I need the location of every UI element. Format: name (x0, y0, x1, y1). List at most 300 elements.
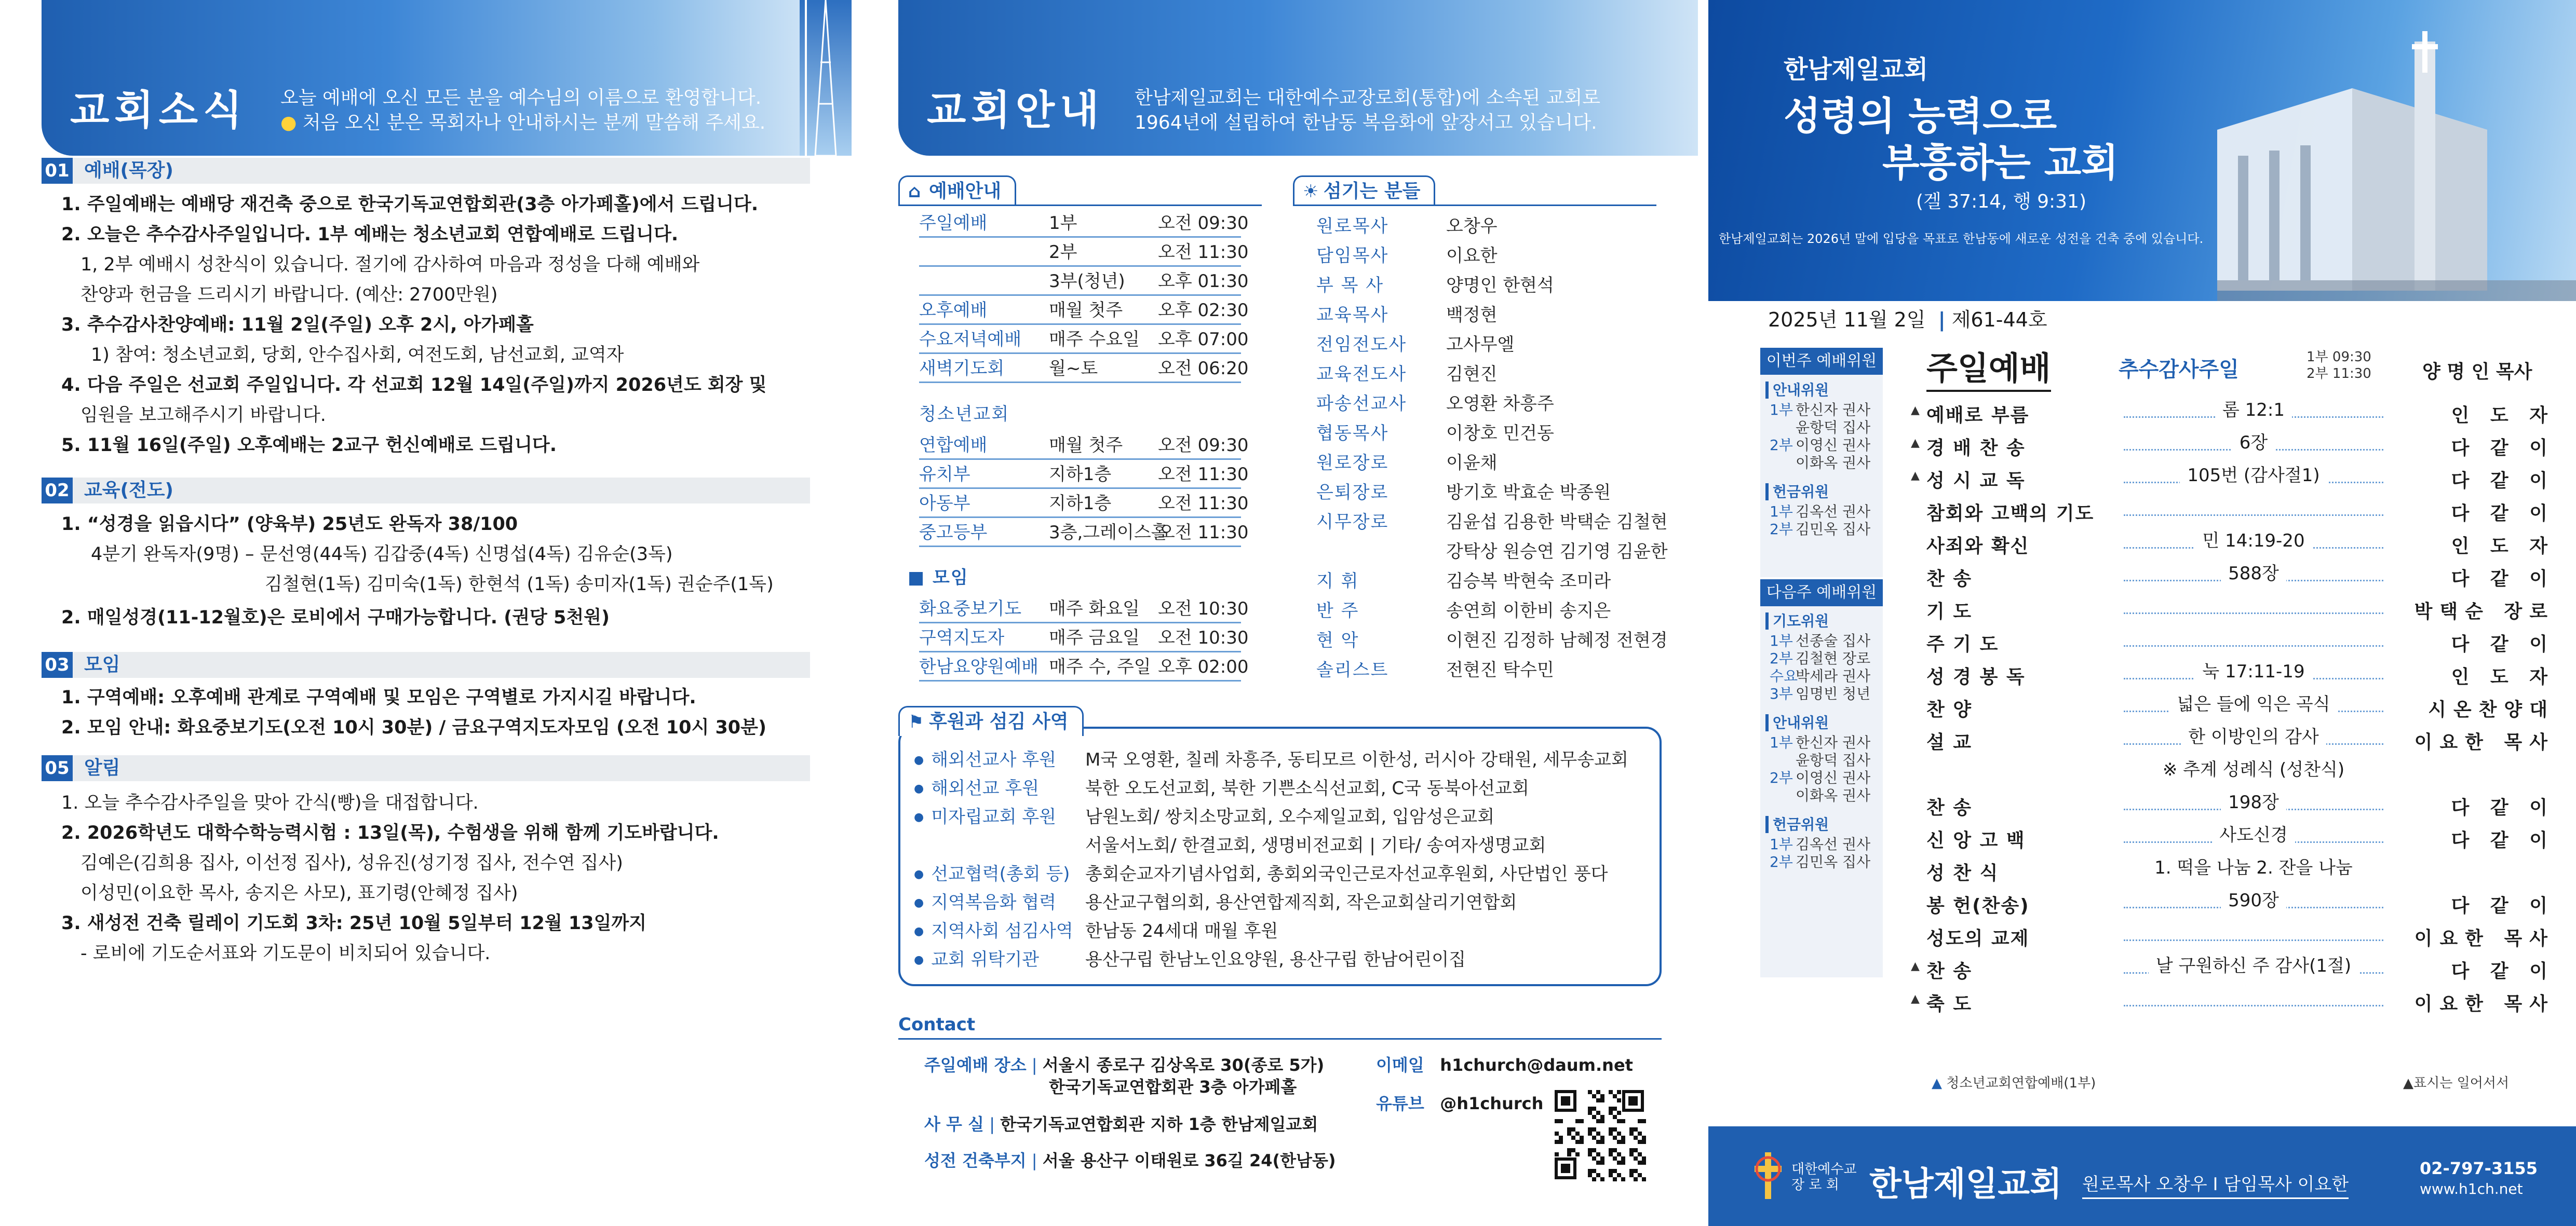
minister-role: 협동목사 (1316, 423, 1389, 444)
minister-names: 전현진 탁수민 (1446, 660, 1554, 680)
section-01: 01 예배(목장) (42, 158, 810, 184)
service-times: 1부 09:30 2부 11:30 (2307, 349, 2371, 382)
worship-tab: ⌂ 예배안내 (898, 175, 1016, 206)
minister-role: 반 주 (1316, 601, 1359, 621)
footer-phone[interactable]: 02-797-3155 (2420, 1159, 2538, 1178)
order-detail-text (2246, 984, 2261, 1005)
minister-names: 이요한 (1446, 246, 1498, 266)
schedule-time: 오전 11:30 (1158, 464, 1249, 485)
order-detail-text: 민 14:19-20 (2195, 530, 2312, 551)
schedule-day: 매주 수, 주일 (1049, 657, 1151, 677)
news-line: 1. 주일예배는 예배당 재건축 중으로 한국기독교연합회관(3층 아가페홀)에서 드립니다. (61, 194, 759, 215)
this-week-committee-head: 이번주 예배위원 (1760, 348, 1883, 375)
triangle-icon: ▲ (1932, 1075, 1947, 1091)
order-leader: 이요한 목사 (2414, 993, 2555, 1015)
news-line: 2. 모임 안내: 화요중보기도(오전 10시 30분) / 금요구역지도자모임 (오전 10시 30분) (61, 717, 766, 738)
support-category: ● 교회 위탁기관 (914, 945, 1039, 975)
minister-names: 김승복 박현숙 조미라 (1446, 571, 1611, 592)
committee-row (1770, 521, 1870, 538)
minister-role: 파송선교사 (1316, 393, 1407, 414)
committee-slot: 3부 (1770, 685, 1793, 702)
schedule-time: 오전 10:30 (1158, 598, 1249, 619)
committee-name: 이영신 권사 (1796, 437, 1871, 454)
support-detail: 서울서노회/ 한결교회, 생명비전교회 | 기타/ 송여자생명교회 (1085, 835, 1546, 856)
order-row (1926, 526, 2555, 558)
committee-row (1770, 836, 1870, 853)
contact-office: 사 무 실 | 한국기독교연합회관 지하 1층 한남제일교회 (924, 1114, 1318, 1134)
order-row (1926, 559, 2555, 591)
schedule-time: 오후 07:00 (1158, 329, 1249, 350)
minister-role: 전임전도사 (1316, 334, 1407, 355)
sun-icon: ☀ (1303, 181, 1319, 202)
next-week-committee-head: 다음주 예배위원 (1760, 579, 1883, 606)
support-detail: 한남동 24세대 매월 후원 (1085, 921, 1278, 942)
committee-name: 김민옥 집사 (1796, 853, 1871, 870)
committee-slot: 1부 (1770, 503, 1793, 520)
order-item: 기 도 (1926, 601, 1973, 622)
flag-icon: ⚑ (908, 712, 924, 732)
dotted-leader (2124, 514, 2383, 516)
news-subtitle-1: 오늘 예배에 오신 모든 분을 예수님의 이름으로 환영합니다. (280, 87, 762, 108)
news-panel (0, 0, 852, 1226)
tower-icon (800, 0, 852, 156)
divider (898, 205, 1262, 206)
schedule-time: 오전 09:30 (1158, 435, 1249, 456)
order-leader: 박택순 장로 (2414, 601, 2555, 622)
order-item: 주 기 도 (1926, 634, 1999, 655)
committee-name: 김철현 장로 (1796, 650, 1871, 667)
committee-row (1770, 419, 1870, 437)
schedule-day: 3부(청년) (1049, 271, 1125, 292)
contact-email[interactable]: 이메일 h1church@daum.net (1376, 1055, 1633, 1075)
order-detail (2124, 723, 2383, 748)
order-detail (2124, 624, 2383, 645)
order-item: 성 경 봉 독 (1926, 666, 2026, 688)
order-detail (2124, 755, 2383, 781)
order-detail (2124, 853, 2383, 879)
order-detail (2124, 592, 2383, 612)
schedule-name: 수요저녁예배 (919, 329, 1022, 350)
schedule-day: 매주 금요일 (1049, 628, 1140, 648)
schedule-day: 2부 (1049, 242, 1077, 263)
committee-name: 이영신 권사 (1796, 769, 1871, 786)
order-leader: 다 같 이 (2451, 961, 2555, 982)
home-icon: ⌂ (908, 181, 921, 202)
schedule-name: 중고등부 (919, 522, 988, 543)
committee-title: 헌금위원 (1765, 816, 1829, 833)
news-line: 2. 오늘은 추수감사주일입니다. 1부 예배는 청소년교회 연합예배로 드립니다. (61, 224, 679, 245)
guide-subtitle-2: 1964년에 설립하여 한남동 복음화에 앞장서고 있습니다. (1135, 112, 1597, 133)
schedule-name: 화요중보기도 (919, 598, 1022, 619)
order-detail-text (2246, 919, 2261, 939)
schedule-row (919, 594, 1249, 623)
order-detail-text (2246, 494, 2261, 514)
support-tab: ⚑ 후원과 섬김 사역 (898, 706, 1084, 736)
order-leader: 다 같 이 (2451, 470, 2555, 492)
order-detail-text: ※ 추계 성례식 (성찬식) (2155, 759, 2352, 780)
support-category: ● 선교협력(총회 등) (914, 860, 1070, 889)
denomination: 대한예수교 장 로 회 (1791, 1162, 1857, 1193)
committee-name: 김옥선 권사 (1796, 503, 1871, 520)
order-detail (2124, 919, 2383, 939)
news-line: 2. 매일성경(11-12월호)은 로비에서 구매가능합니다. (권당 5천원) (61, 607, 610, 628)
news-line: 5. 11월 16일(주일) 오후예배는 2교구 헌신예배로 드립니다. (61, 435, 557, 456)
ministers-tab: ☀ 섬기는 분들 (1293, 175, 1435, 206)
order-leader: 다 같 이 (2451, 634, 2555, 655)
schedule-day: 매주 수요일 (1049, 329, 1140, 350)
committee-row (1770, 650, 1870, 668)
committee-slot: 1부 (1770, 632, 1793, 649)
committee-slot: 1부 (1770, 836, 1793, 853)
schedule-time: 오전 11:30 (1158, 522, 1249, 543)
schedule-name: 한남요양원예배 (919, 657, 1039, 677)
minister-names: 이윤채 (1446, 453, 1498, 473)
contact-place: 주일예배 장소 | 서울시 종로구 김상옥로 30(종로 5가) (924, 1055, 1325, 1075)
order-item: 경 배 찬 송 (1926, 438, 2026, 459)
minister-role: 솔리스트 (1316, 660, 1389, 680)
committee-slot: 2부 (1770, 853, 1793, 870)
committee-name: 김옥선 권사 (1796, 836, 1871, 853)
committee-row (1770, 401, 1870, 419)
preacher: 양 명 인 목사 (2422, 361, 2532, 383)
qr-code-icon[interactable] (1553, 1088, 1646, 1181)
order-detail-text: 6장 (2232, 432, 2275, 453)
contact-place-2: 한국기독교연합회관 3층 아가페홀 (1049, 1077, 1297, 1097)
order-row (1911, 461, 2555, 493)
minister-role: 시무장로 (1316, 512, 1389, 533)
news-line: - 로비에 기도순서표와 기도문이 비치되어 있습니다. (80, 943, 491, 964)
support-category: ● 지역사회 섬김사역 (914, 917, 1073, 946)
committee-group-title (1765, 612, 1829, 630)
order-leader: 이요한 목사 (2414, 732, 2555, 753)
order-row (1926, 853, 2555, 886)
minister-names: 오창우 (1446, 216, 1498, 237)
minister-names: 이현진 김정하 남혜정 전현경 (1446, 630, 1668, 651)
order-item: 신 앙 고 백 (1926, 830, 2026, 851)
service-title: 주일예배 (1926, 343, 2051, 392)
footer-website[interactable]: www.h1ch.net (2420, 1180, 2523, 1197)
committee-row (1770, 668, 1870, 685)
footer-pastors: 원로목사 오창우 I 담임목사 이요한 (2082, 1170, 2349, 1199)
minister-names: 양명인 한현석 (1446, 275, 1554, 296)
order-row (1911, 396, 2555, 428)
divider (898, 1038, 1662, 1040)
dotted-leader (2124, 939, 2383, 941)
order-row (1926, 592, 2555, 624)
order-detail-text: 590장 (2221, 890, 2286, 911)
order-row (1926, 494, 2555, 526)
minister-role: 교육목사 (1316, 305, 1389, 325)
committee-name: 박세라 권사 (1796, 668, 1871, 685)
support-category: ● 해외선교 후원 (914, 774, 1039, 803)
schedule-day: 1부 (1049, 213, 1077, 234)
committee-slot: 2부 (1770, 769, 1793, 786)
support-category: ● 미자립교회 후원 (914, 802, 1056, 832)
schedule-row (919, 623, 1249, 652)
order-detail (2124, 396, 2383, 421)
cover-verse: (겔 37:14, 행 9:31) (1916, 191, 2087, 212)
order-row (1926, 657, 2555, 689)
cover-panel (1708, 0, 2576, 1226)
order-detail (2124, 690, 2383, 715)
support-detail: M국 오영환, 칠레 차흥주, 동티모르 이한성, 러시아 강태원, 세무송교회 (1085, 750, 1628, 770)
contact-site: 성전 건축부지 | 서울 용산구 이태원로 36길 24(한남동) (924, 1151, 1336, 1170)
cover-slogan-2: 부흥하는 교회 (1882, 141, 2119, 185)
committee-name: 한신자 권사 (1796, 401, 1871, 418)
support-detail: 남원노회/ 쌍치소망교회, 오수제일교회, 입암성은교회 (1085, 807, 1495, 827)
schedule-time: 오전 11:30 (1158, 242, 1249, 263)
order-leader: 다 같 이 (2451, 503, 2555, 524)
committee-group-title (1765, 714, 1829, 732)
schedule-row (919, 652, 1249, 682)
minister-role: 지 휘 (1316, 571, 1359, 592)
committee-row (1770, 454, 1870, 472)
schedule-time: 오전 09:30 (1158, 213, 1249, 234)
committee-group-title (1765, 382, 1829, 399)
cover-note: 한남제일교회는 2026년 말에 입당을 목표로 한남동에 새로운 성전을 건축 중에 있습니다. (1719, 231, 2204, 246)
order-item: 찬 양 (1926, 699, 1973, 720)
order-item: 축 도 (1926, 993, 1973, 1015)
committee-name: 이화옥 권사 (1796, 454, 1871, 471)
order-row (1911, 428, 2555, 460)
order-item: 예배로 부름 (1926, 405, 2030, 426)
news-title: 교회소식 (70, 87, 248, 134)
schedule-time: 오후 02:30 (1158, 300, 1249, 321)
tower-illustration (800, 0, 852, 156)
section-02: 02 교육(전도) (42, 478, 810, 503)
schedule-name: 오후예배 (919, 300, 988, 321)
order-detail-text: 넓은 들에 익은 곡식 (2169, 694, 2337, 715)
committee-row (1770, 734, 1870, 752)
order-item: 설 교 (1926, 732, 1973, 753)
stand-mark-icon: ▲ (1911, 437, 1920, 449)
news-line: 1. “성경을 읽읍시다” (양육부) 25년도 완독자 38/100 (61, 514, 518, 535)
committee-name: 윤항덕 집사 (1796, 419, 1871, 436)
minister-names: 송연희 이한비 송지은 (1446, 601, 1611, 621)
order-row (1926, 788, 2555, 820)
schedule-day: 지하1층 (1049, 493, 1112, 514)
support-detail: 용산구립 한남노인요양원, 용산구립 한남어린이집 (1085, 949, 1466, 970)
committee-row (1770, 632, 1870, 650)
minister-role: 원로목사 (1316, 216, 1389, 237)
order-leader: 이요한 목사 (2414, 928, 2555, 949)
order-detail-text: 588장 (2221, 563, 2286, 584)
committee-group-title (1765, 816, 1829, 834)
order-item: 성 시 교 독 (1926, 470, 2026, 492)
support-detail: 총회순교자기념사업회, 총회외국인근로자선교후원회, 사단법인 풍다 (1085, 864, 1608, 884)
cover-church-name: 한남제일교회 (1784, 55, 1928, 84)
order-detail-text: 한 이방인의 감사 (2181, 727, 2326, 747)
footnote-left: ▲ 청소년교회연합예배(1부) (1932, 1075, 2096, 1091)
order-row (1926, 690, 2555, 722)
committee-slot: 1부 (1770, 734, 1793, 751)
order-detail-text (2246, 624, 2261, 645)
news-line: 1. 오늘 추수감사주일을 맞아 간식(빵)을 대접합니다. (61, 793, 479, 813)
schedule-row (919, 489, 1249, 518)
schedule-time: 오후 02:00 (1158, 657, 1249, 677)
schedule-row (919, 238, 1249, 267)
order-item: 성도의 교제 (1926, 928, 2030, 949)
committee-slot: 2부 (1770, 650, 1793, 667)
committee-title: 안내위원 (1765, 714, 1829, 731)
stand-mark-icon: ▲ (1911, 992, 1920, 1005)
news-line: 김예은(김희용 집사, 이선정 집사), 성유진(성기정 집사, 전수연 집사) (80, 853, 623, 874)
committee-row (1770, 769, 1870, 787)
section-05: 05 알림 (42, 755, 810, 781)
committee-slot: 2부 (1770, 437, 1793, 454)
news-line: 1. 구역예배: 오후예배 관계로 구역예배 및 모임은 구역별로 가지시길 바랍니다. (61, 687, 696, 708)
order-leader: 시온찬양대 (2428, 699, 2555, 720)
news-line: 찬양과 헌금을 드리시기 바랍니다. (예산: 2700만원) (80, 284, 498, 305)
support-detail: 북한 오도선교회, 북한 기쁜소식선교회, C국 동북아선교회 (1085, 778, 1529, 799)
order-detail-text: 롬 12:1 (2215, 400, 2292, 420)
minister-names: 김현진 (1446, 364, 1498, 385)
schedule-time: 오후 01:30 (1158, 271, 1249, 292)
news-line: 이성민(이요한 목사, 송지은 사모), 표기령(안혜정 집사) (80, 883, 518, 904)
news-line: 임원을 보고해주시기 바랍니다. (80, 405, 326, 426)
stand-mark-icon: ▲ (1911, 469, 1920, 482)
schedule-name: 아동부 (919, 493, 970, 514)
news-line: 4. 다음 주일은 선교회 주일입니다. 각 선교회 12월 14일(주일)까지 2026년도 회장 및 (61, 375, 767, 396)
committee-row (1770, 752, 1870, 769)
schedule-row (919, 460, 1249, 489)
dotted-leader (2124, 645, 2383, 647)
minister-role: 원로장로 (1316, 453, 1389, 473)
order-detail (2124, 526, 2383, 552)
order-item: 사죄와 확신 (1926, 536, 2030, 557)
bulletin-date: 2025년 11월 2일 | 제61-44호 (1768, 308, 2047, 331)
committee-name: 김민옥 집사 (1796, 521, 1871, 538)
committee-title: 헌금위원 (1765, 483, 1829, 500)
committee-group-title (1765, 483, 1829, 501)
order-leader: 다 같 이 (2451, 830, 2555, 851)
committee-row (1770, 787, 1870, 805)
order-row (1926, 919, 2555, 951)
schedule-day: 매월 첫주 (1049, 300, 1123, 321)
schedule-name: 유치부 (919, 464, 970, 485)
schedule-name: 연합예배 (919, 435, 988, 456)
schedule-row (919, 431, 1249, 460)
committee-name: 한신자 권사 (1796, 734, 1871, 751)
minister-role: 담임목사 (1316, 246, 1389, 266)
news-subtitle-2: ● 처음 오신 분은 목회자나 안내하시는 분께 말씀해 주세요. (280, 112, 766, 133)
stand-mark-icon: ▲ (1911, 960, 1920, 973)
committee-name: 이화옥 권사 (1796, 787, 1871, 804)
order-detail-text: 198장 (2221, 792, 2286, 813)
schedule-name: 새벽기도회 (919, 358, 1005, 379)
order-row (1926, 821, 2555, 853)
bullet-icon: ● (280, 112, 303, 133)
order-detail-text: 105번 (감사절1) (2180, 465, 2327, 486)
schedule-day: 지하1층 (1049, 464, 1112, 485)
schedule-row (919, 354, 1249, 383)
triangle-icon: ▲ (2403, 1075, 2413, 1091)
news-line: 4분기 완독자(9명) – 문선영(44독) 김갑중(4독) 신명섭(4독) 김유순(3독) (91, 544, 673, 565)
cover-footer (1708, 1126, 2576, 1226)
order-detail-text: 사도신경 (2212, 825, 2295, 846)
dotted-leader (2124, 612, 2383, 614)
order-leader: 다 같 이 (2451, 568, 2555, 590)
minister-names: 고사무엘 (1446, 334, 1515, 355)
order-item: 찬 송 (1926, 568, 1973, 590)
schedule-row (919, 267, 1249, 296)
cover-slogan-1: 성령의 능력으로 (1784, 94, 2057, 139)
news-line: 3. 추수감사찬양예배: 11월 2일(주일) 오후 2시, 아가페홀 (61, 315, 534, 335)
order-leader: 다 같 이 (2451, 438, 2555, 459)
contact-heading: Contact (898, 1014, 976, 1035)
order-detail (2124, 428, 2383, 454)
schedule-time: 오전 10:30 (1158, 628, 1249, 648)
schedule-day: 3층,그레이스홀 (1049, 522, 1168, 543)
committee-slot: 2부 (1770, 521, 1793, 538)
news-line: 2. 2026학년도 대학수학능력시험 : 13일(목), 수험생을 위해 함께 기도바랍니다. (61, 823, 719, 843)
committee-name: 선종술 집사 (1796, 632, 1871, 649)
committee-title: 기도위원 (1765, 612, 1829, 630)
cross-logo-icon (1752, 1152, 1784, 1199)
order-detail (2124, 461, 2383, 486)
support-category: ● 해외선교사 후원 (914, 745, 1056, 775)
schedule-row (919, 325, 1249, 354)
order-row (1926, 723, 2555, 755)
news-line: 3. 새성전 건축 릴레이 기도회 3차: 25년 10월 5일부터 12월 13일까지 (61, 913, 647, 934)
minister-names: 김윤섭 김용한 박택순 김철현 (1446, 512, 1668, 533)
footnote-right: ▲표시는 일어서서 (2403, 1075, 2510, 1091)
order-detail-text (2246, 592, 2261, 612)
order-leader: 다 같 이 (2451, 797, 2555, 819)
schedule-row (919, 296, 1249, 325)
order-row (1911, 951, 2555, 984)
minister-names: 강탁상 원승연 김기영 김윤한 (1446, 541, 1668, 562)
committee-row (1770, 503, 1870, 521)
order-detail (2124, 494, 2383, 514)
order-item: 찬 송 (1926, 961, 1973, 982)
cover-hero (1708, 0, 2576, 301)
order-detail (2124, 788, 2383, 813)
schedule-day: 월~토 (1049, 358, 1098, 379)
church-building-icon (1708, 0, 2576, 301)
support-category: ● 지역복음화 협력 (914, 888, 1056, 918)
committee-name: 윤항덕 집사 (1796, 752, 1871, 769)
order-detail-text: 날 구원하신 주 감사(1절) (2149, 956, 2358, 976)
schedule-row (919, 518, 1249, 547)
order-leader: 인 도 자 (2451, 666, 2555, 688)
guide-panel: 교회안내 한남제일교회는 대한예수교장로회(통합)에 소속된 교회로 1964년에 설립하여 한남동 복음화에 앞장서고 있습니다. ⌂ 예배안내 주일예배 1부 오전 09:30 2부 오전 11:30 3부(청년) 오후 01:30 오후예배 매월 첫주 오후 02:30 수요저녁예배 매주 수요일 오후 07:00 새벽기도회 월~토 오전 06:20 청소년교회 연합예배 매월 첫주 오전 09:30 유치부 지하1층 오전 11:30 아동부 지하1층 오전 11:30 중고등부 3층,그레이스홀 오전 11:30 ■ 모임 화요중보기도 매주 화요일 오전 10:30 구역지도자 매주 금요일 오전 10:30 한남요양원예배 매주 수, 주일 오후 02:00 ☀ 섬기는 분들 원로목사 오창우 담임목사 이요한 부 목 사 양명인 한현석 교육목사 백정현 전임전도사 고사무엘 교육전도사 김현진 파송선교사 오영환 차흥주 협동목사 이창호 민건동 원로장로 이윤채 은퇴장로 방기호 박효순 박종원 시무장로 김윤섭 김용한 박택순 김철현 강탁상 원승연 김기영 김윤한 지 휘 김승복 박현숙 조미라 반 주 송연희 이한비 송지은 현 악 이현진 김정하 남혜정 전현경 솔리스트 전현진 탁수민 ⚑ 후원과 섬김 사역 ● 해외선교사 후원 M국 오영환, 칠레 차흥주, 동티모르 이한성, 러시아 강태원, 세무송교회 ● 해외선교 후원 북한 오도선교회, 북한 기쁜소식선교회, C국 동북아선교회 ● 미자립교회 후원 남원노회/ 쌍치소망교회, 오수제일교회, 입암성은교회 서울서노회/ 한결교회, 생명비전교회 | 기타/ 송여자생명교회 ● 선교협력(총회 등) 총회순교자기념사업회, 총회외국인근로자선교후원회, 사단법인 풍다 ● 지역복음화 협력 용산교구협의회, 용산연합제직회, 작은교회살리기연합회 ● 지역사회 섬김사역 한남동 24세대 매월 후원 ● 교회 위탁기관 용산구립 한남노인요양원, 용산구립 한남어린이집 Contact 주일예배 장소 | 서울시 종로구 김상옥로 30(종로 5가) 한국기독교연합회관 3층 아가페홀 사 무 실 | 한국기독교연합회관 지하 1층 한남제일교회 성전 건축부지 | 서울 용산구 이태원로 36길 24(한남동) 이메일 h1church@daum.net 유튜브 @h1church (878, 0, 1703, 1226)
committee-slot: 수요 (1770, 668, 1798, 685)
order-detail (2124, 984, 2383, 1005)
schedule-time: 오전 06:20 (1158, 358, 1249, 379)
service-subtitle: 추수감사주일 (2119, 358, 2239, 382)
order-leader: 다 같 이 (2451, 895, 2555, 917)
support-detail: 용산교구협의회, 용산연합제직회, 작은교회살리기연합회 (1085, 892, 1517, 913)
committee-row (1770, 685, 1870, 703)
dotted-leader (2124, 1005, 2383, 1006)
order-row (1926, 886, 2555, 918)
contact-youtube[interactable]: 유튜브 @h1church (1376, 1094, 1544, 1113)
guide-subtitle-1: 한남제일교회는 대한예수교장로회(통합)에 소속된 교회로 (1135, 87, 1601, 108)
order-item: 참회와 고백의 기도 (1926, 503, 2095, 524)
minister-role: 현 악 (1316, 630, 1359, 651)
minister-role: 부 목 사 (1316, 275, 1384, 296)
schedule-name: 구역지도자 (919, 628, 1005, 648)
order-item: 찬 송 (1926, 797, 1973, 819)
section-03: 03 모임 (42, 652, 810, 678)
committee-name: 임명빈 청년 (1796, 685, 1871, 702)
minister-role: 교육전도사 (1316, 364, 1407, 385)
order-detail-text: 1. 떡을 나눔 2. 잔을 나눔 (2147, 857, 2360, 878)
footer-church-name: 한남제일교회 (1869, 1165, 2062, 1204)
order-leader: 인 도 자 (2451, 405, 2555, 426)
guide-title: 교회안내 (927, 87, 1104, 134)
